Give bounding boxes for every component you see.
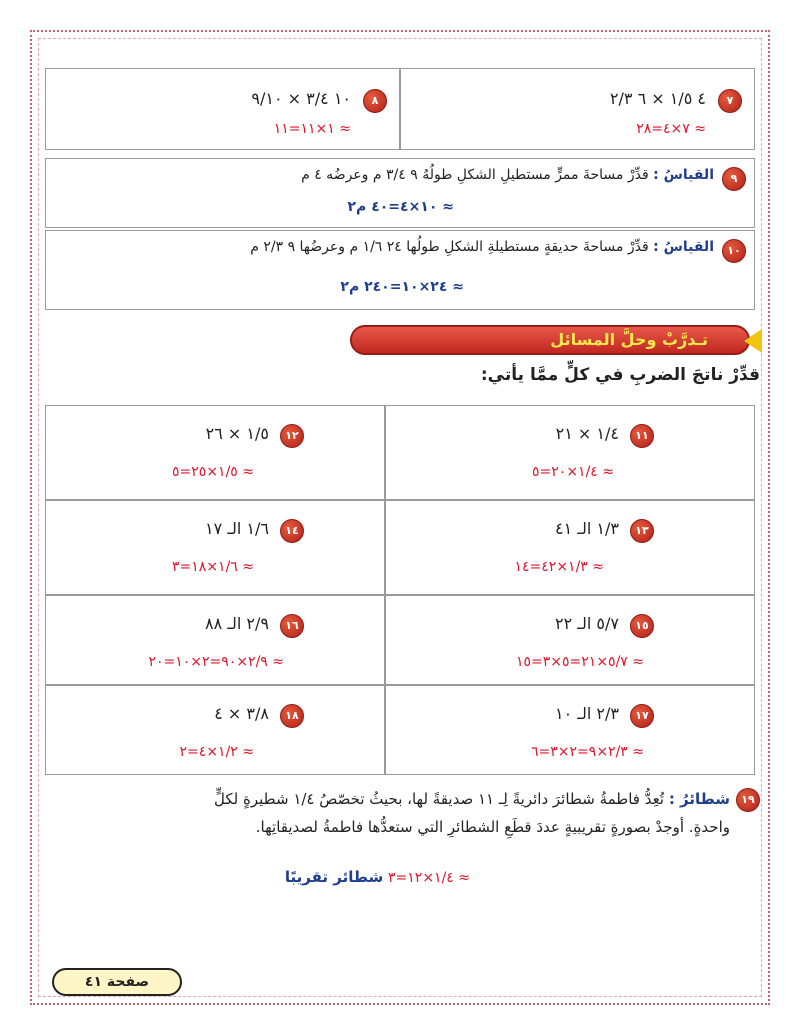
problem-number-badge: ١٩ (736, 788, 760, 812)
problem-text (301, 167, 714, 183)
banner-title: تـدرَّبْ وحلَّ المسائل (550, 330, 708, 349)
problem-12-cell (45, 405, 385, 500)
problem-7-cell (400, 68, 755, 150)
problem-answer: ≈ ١/٤×١٢=٣ (388, 870, 470, 886)
problem-label: شطائرُ : (668, 790, 730, 808)
problem-expression: ٣/٨ × ٤ (214, 704, 269, 723)
problem-number-badge: ١٥ (630, 614, 654, 638)
problem-answer: ≈ ٢٤×١٠=٢٤٠ م٢ (340, 279, 464, 295)
problem-expression: ٥/٧ الـ ٢٢ (555, 614, 619, 633)
problem-number-badge: ١٨ (280, 704, 304, 728)
problem-13-cell (385, 500, 755, 595)
problem-17-cell (385, 685, 755, 775)
problem-statement: قدِّرْ مساحةَ حديقةٍ مستطيلةِ الشكلِ طولُها ٢٤ ١/٦ م وعرضُها ٩ ٢/٣ م (250, 239, 649, 255)
problem-answer: ≈ ١/٦×١٨=٣ (172, 559, 254, 575)
problem-expression: ١/٥ × ٢٦ (205, 424, 269, 443)
problem-11-cell (385, 405, 755, 500)
problem-18-cell (45, 685, 385, 775)
problem-number-badge: ٧ (718, 89, 742, 113)
problem-expression: ٢/٩ الـ ٨٨ (205, 614, 269, 633)
problem-statement-line1: تُعِدُّ فاطمةُ شطائرَ دائريةً لِـ ١١ صديقةً لها، بحيثُ تخصّصُ ١/٤ شطيرةٍ لكلٍّ (214, 790, 665, 808)
problem-number-badge: ٨ (363, 89, 387, 113)
problem-answer: ≈ ١×١١=١١ (273, 121, 351, 137)
problem-19-answer (170, 868, 470, 886)
problem-number-badge: ٩ (722, 167, 746, 191)
problem-number-badge: ١٤ (280, 519, 304, 543)
problem-number-badge: ١٣ (630, 519, 654, 543)
problem-14-cell (45, 500, 385, 595)
problem-statement: قدِّرْ مساحةَ ممرٍّ مستطيلِ الشكلِ طولُهُ ٩ ٣/٤ م وعرضُه ٤ م (301, 167, 649, 183)
problem-number-badge: ١٧ (630, 704, 654, 728)
problem-15-cell (385, 595, 755, 685)
problem-answer-suffix: شطائر تقريبًا (284, 868, 384, 886)
problem-answer: ≈ ١/٥×٢٥=٥ (172, 464, 254, 480)
problem-expression: ١/٦ الـ ١٧ (205, 519, 269, 538)
section-banner (350, 325, 750, 355)
problem-answer: ≈ ١٠×٤=٤٠ م٢ (347, 199, 454, 215)
problem-19-text-line2: واحدةٍ. أوجدْ بصورةٍ تقريبيةٍ عددَ قطَعِ الشطائرِ التي ستعدُّها فاطمةُ لصديقاتِها. (255, 818, 730, 836)
problem-answer: ≈ ٥/٧×٢١=٥×٣=١٥ (515, 654, 644, 670)
problem-label: القياسُ : (653, 167, 714, 183)
exercise-instruction: قدِّرْ ناتجَ الضربِ في كلٍّ ممَّا يأتي: (480, 365, 760, 385)
page-number-tab: صفحة ٤١ (52, 968, 182, 996)
problem-answer: ≈ ١/٢×٤=٢ (179, 744, 254, 760)
problem-expression: ١٠ ٣/٤ × ٩/١٠ (251, 89, 351, 108)
problem-number-badge: ١١ (630, 424, 654, 448)
problem-10-cell (45, 230, 755, 310)
problem-answer: ≈ ١/٣×٤٢=١٤ (514, 559, 604, 575)
problem-expression: ١/٤ × ٢١ (555, 424, 619, 443)
problem-label: القياسُ : (653, 239, 714, 255)
problem-answer: ≈ ٢/٩×٩٠=٢×١٠=٢٠ (148, 654, 284, 670)
problem-expression: ١/٣ الـ ٤١ (555, 519, 619, 538)
problem-answer: ≈ ٢/٣×٩=٢×٣=٦ (530, 744, 644, 760)
problem-16-cell (45, 595, 385, 685)
problem-expression: ٤ ١/٥ × ٦ ٢/٣ (609, 89, 706, 108)
problem-answer: ≈ ٧×٤=٢٨ (636, 121, 706, 137)
problem-number-badge: ١٠ (722, 239, 746, 263)
problem-number-badge: ١٦ (280, 614, 304, 638)
problem-19-text (40, 790, 730, 808)
problem-number-badge: ١٢ (280, 424, 304, 448)
problem-expression: ٢/٣ الـ ١٠ (555, 704, 619, 723)
banner-arrow-icon (744, 329, 762, 353)
problem-text (250, 239, 714, 255)
problem-answer: ≈ ١/٤×٢٠=٥ (532, 464, 614, 480)
problem-9-cell (45, 158, 755, 228)
problem-8-cell (45, 68, 400, 150)
